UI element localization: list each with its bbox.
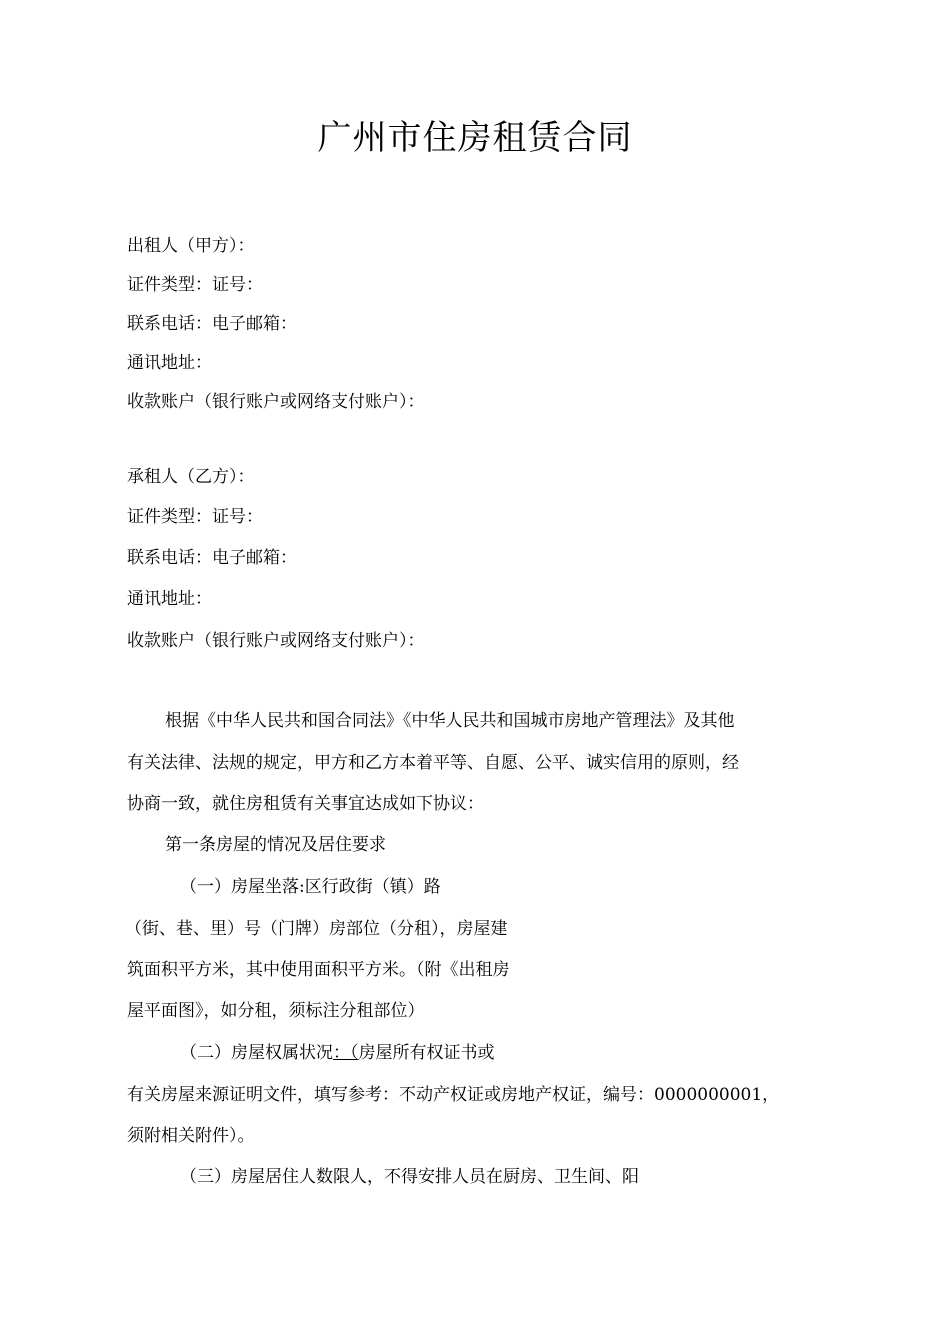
preamble-line: 协商一致，就住房租赁有关事宜达成如下协议： (127, 794, 484, 814)
lessor-id-label: 证件类型：证号： (127, 275, 263, 295)
lessee-account-label: 收款账户（银行账户或网络支付账户）： (127, 631, 425, 651)
lessor-account-label: 收款账户（银行账户或网络支付账户）： (127, 392, 425, 412)
article-1-item-1-line: （街、巷、里）号（门牌）房部位（分租），房屋建 (125, 919, 508, 939)
preamble-line: 有关法律、法规的规定，甲方和乙方本着平等、自愿、公平、诚实信用的原则，经 (127, 753, 739, 773)
item-2-prefix: （二）房屋权属状况 (180, 1043, 333, 1063)
item-2-suffix: 房屋所有权证书或 (358, 1043, 495, 1063)
preamble-line: 根据《中华人民共和国合同法》《中华人民共和国城市房地产管理法》及其他 (165, 711, 735, 731)
lessor-name-label: 出租人（甲方）： (127, 236, 255, 256)
lessor-address-label: 通讯地址： (127, 353, 212, 373)
article-1-heading: 第一条房屋的情况及居住要求 (165, 835, 386, 855)
lessee-address-label: 通讯地址： (127, 589, 212, 609)
lessee-id-label: 证件类型：证号： (127, 507, 263, 527)
item-2-underlined: ：（ (333, 1043, 359, 1063)
article-1-item-3-line: （三）房屋居住人数限人，不得安排人员在厨房、卫生间、阳 (180, 1167, 639, 1187)
lessee-name-label: 承租人（乙方）： (127, 467, 255, 487)
lessee-contact-label: 联系电话：电子邮箱： (127, 548, 297, 568)
article-1-item-1-line: 筑面积平方米，其中使用面积平方米。（附《出租房 (127, 960, 510, 980)
document-title: 广州市住房租赁合同 (317, 118, 633, 158)
article-1-item-1-line: 屋平面图》，如分租，须标注分租部位） (127, 1001, 425, 1021)
lessor-contact-label: 联系电话：电子邮箱： (127, 314, 297, 334)
article-1-item-2-line: 须附相关附件）。 (127, 1126, 255, 1146)
article-1-item-2-line: 有关房屋来源证明文件，填写参考：不动产权证或房地产权证，编号：0000000001， (127, 1085, 780, 1105)
article-1-item-1-line: （一）房屋坐落:区行政街（镇）路 (180, 877, 441, 897)
article-1-item-2-line (180, 1039, 495, 1067)
